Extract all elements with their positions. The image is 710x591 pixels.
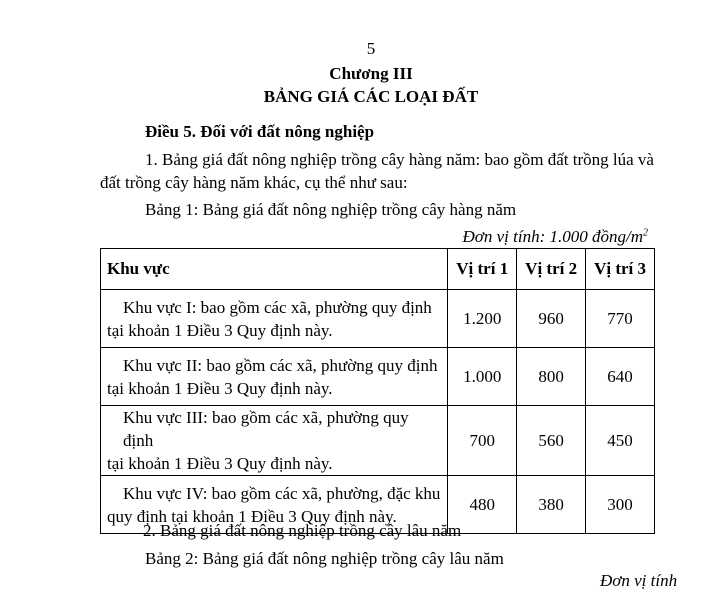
page-number: 5 — [366, 39, 376, 58]
price-cell: 480 — [448, 476, 517, 534]
area-description-line-1: Khu vực I: bao gồm các xã, phường quy định — [123, 297, 432, 317]
price-cell: 700 — [448, 406, 517, 476]
price-cell: 450 — [586, 406, 655, 476]
area-description-line-1: Khu vực III: bao gồm các xã, phường quy định — [123, 408, 409, 450]
paragraph-1-line-1: 1. Bảng giá đất nông nghiệp trồng cây hàng năm: bao gồm đất trồng lúa và — [145, 150, 654, 169]
unit-text: Đơn vị tính: 1.000 đồng/m — [462, 227, 643, 246]
header-area: Khu vực — [101, 249, 448, 290]
table-row — [101, 348, 655, 406]
price-cell: 1.200 — [448, 290, 517, 348]
table-row — [101, 406, 655, 476]
price-cell: 640 — [586, 348, 655, 406]
table-1-caption: Bảng 1: Bảng giá đất nông nghiệp trồng cây hàng năm — [145, 200, 517, 219]
unit-superscript: 2 — [643, 227, 648, 239]
area-description-line-1: Khu vực II: bao gồm các xã, phường quy định — [123, 355, 438, 375]
table-2-caption: Bảng 2: Bảng giá đất nông nghiệp trồng cây lâu năm — [145, 549, 504, 568]
area-description-line-2: tại khoản 1 Điều 3 Quy định này. — [107, 320, 333, 340]
area-cell — [101, 290, 448, 348]
price-cell: 300 — [586, 476, 655, 534]
trailing-unit-text: Đơn vị tính — [600, 571, 678, 590]
price-cell: 1.000 — [448, 348, 517, 406]
area-description-line-2: tại khoản 1 Điều 3 Quy định này. — [107, 454, 333, 473]
table-header-row — [101, 249, 655, 290]
header-position-1: Vị trí 1 — [448, 249, 517, 290]
header-position-3: Vị trí 3 — [586, 249, 655, 290]
area-cell — [101, 348, 448, 406]
area-description-line-2: tại khoản 1 Điều 3 Quy định này. — [107, 378, 333, 398]
paragraph-2: 2. Bảng giá đất nông nghiệp trồng cây lâu năm — [143, 521, 462, 540]
price-cell: 560 — [517, 406, 586, 476]
area-description-line-2: quy định tại khoản 1 Điều 3 Quy định này. — [107, 506, 397, 526]
price-cell: 380 — [517, 476, 586, 534]
unit-label — [463, 227, 648, 247]
area-cell — [101, 406, 448, 476]
price-cell: 800 — [517, 348, 586, 406]
price-cell: 960 — [517, 290, 586, 348]
paragraph-1-line-2: đất trồng cây hàng năm khác, cụ thể như sau: — [100, 173, 408, 192]
price-table — [100, 248, 655, 534]
chapter-title: BẢNG GIÁ CÁC LOẠI ĐẤT — [263, 87, 479, 106]
article-heading: Điều 5. Đối với đất nông nghiệp — [145, 122, 375, 141]
chapter-label: Chương III — [329, 64, 413, 83]
header-position-2: Vị trí 2 — [517, 249, 586, 290]
price-cell: 770 — [586, 290, 655, 348]
area-description-line-1: Khu vực IV: bao gồm các xã, phường, đặc khu — [123, 483, 441, 503]
table-row — [101, 290, 655, 348]
